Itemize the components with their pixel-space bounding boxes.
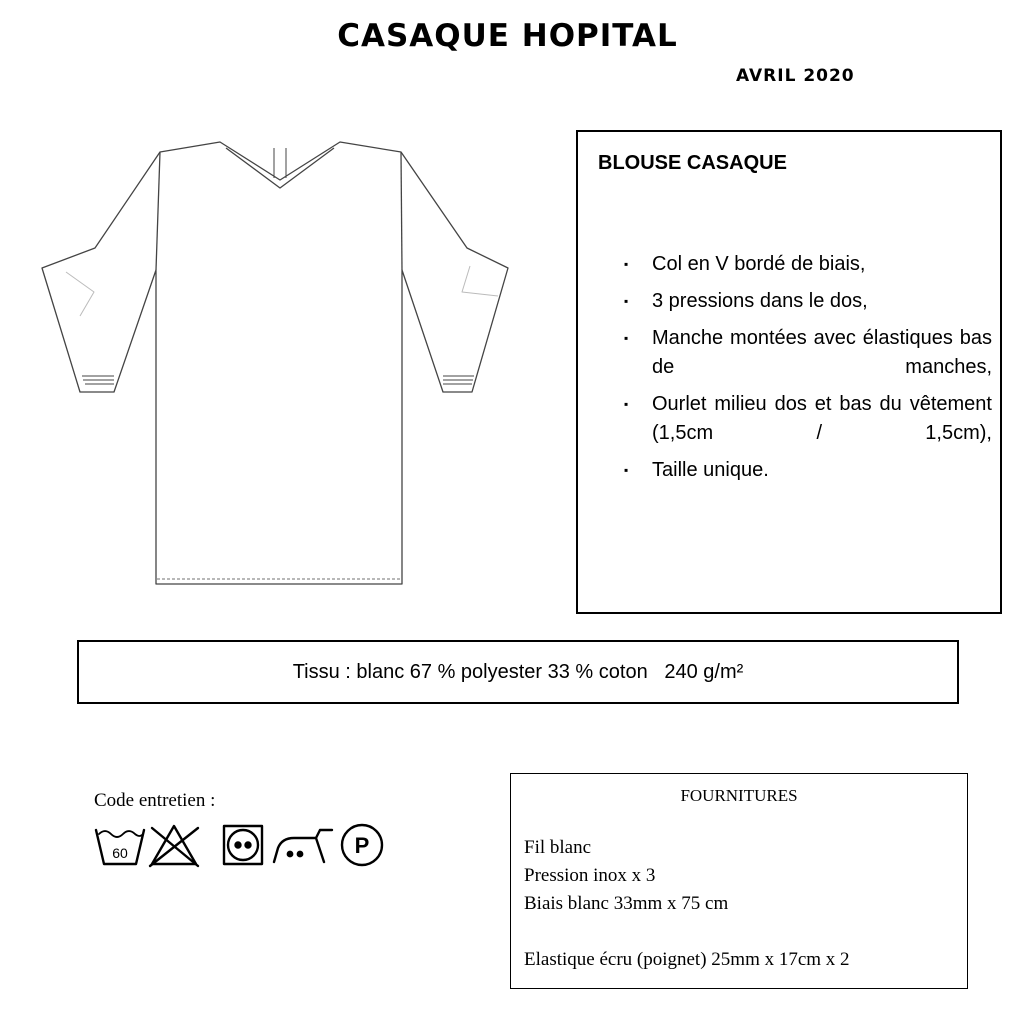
list-item: Fil blanc [524,837,592,858]
tumble-dry-icon [224,826,262,864]
description-box [576,130,1002,614]
supplies-title: FOURNITURES [680,786,798,805]
v-neck-binding [226,148,334,188]
bullet-icon: ▪ [624,463,629,477]
garment-outline [42,142,508,584]
bullet-icon: ▪ [624,257,629,271]
page-title: CASAQUE HOPITAL [337,18,678,54]
dry-clean-p-icon [342,825,382,865]
supplies-list [524,834,850,974]
wash-temperature: 60 [112,845,128,861]
dry-clean-letter: P [354,833,370,858]
feature-list [624,250,992,493]
list-item: Biais blanc 33mm x 75 cm [524,893,729,914]
list-item: ▪ 3 pressions dans le dos, [624,287,992,316]
fabric-label: Tissu : [292,661,357,683]
care-icons [94,820,394,872]
supplies-box [510,773,968,989]
back-placket [274,148,286,178]
fabric-value: blanc 67 % polyester 33 % coton 240 g/m² [356,661,744,683]
list-item: ▪ Ourlet milieu dos et bas du vêtement (1,5cm / 1,5cm), [624,390,992,448]
fabric-box [77,640,959,704]
wash-60-icon [96,830,144,864]
bullet-icon: ▪ [624,294,629,308]
description-title: BLOUSE CASAQUE [598,152,787,174]
no-bleach-icon [150,826,198,866]
armhole-seam-left [156,152,160,270]
sleeve-fold-left [66,272,94,316]
list-item: ▪ Manche montées avec élastiques bas de manches, [624,324,992,382]
sleeve-fold-right [462,266,498,296]
list-item: Elastique écru (poignet) 25mm x 17cm x 2 [524,949,850,970]
date-label: AVRIL 2020 [736,66,855,86]
cuff-right [443,376,474,384]
list-item: ▪ Col en V bordé de biais, [624,250,992,279]
list-item: ▪ Taille unique. [624,456,992,485]
garment-drawing [30,130,550,600]
iron-icon [274,830,332,862]
bullet-icon: ▪ [624,331,629,345]
spacer [524,918,850,946]
cuff-left [82,376,114,384]
care-label: Code entretien : [94,790,216,811]
armhole-seam-right [401,152,402,270]
bullet-icon: ▪ [624,397,629,411]
list-item: Pression inox x 3 [524,865,656,886]
